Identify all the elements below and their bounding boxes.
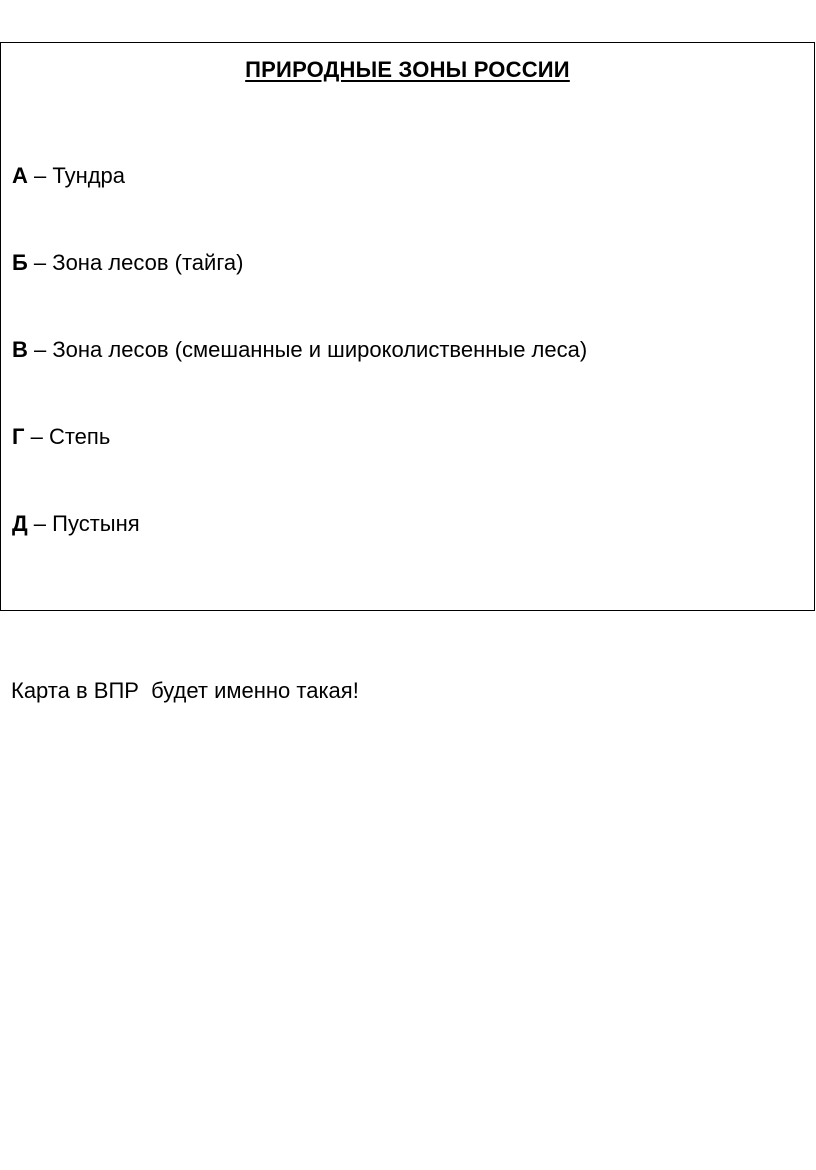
zone-separator: – — [27, 163, 53, 188]
zone-letter: Г — [12, 424, 25, 449]
zone-name: Степь — [48, 424, 111, 449]
zone-name: Пустыня — [52, 511, 140, 536]
zones-list — [12, 161, 587, 596]
zone-separator: – — [27, 250, 53, 275]
zone-letter: В — [12, 337, 28, 362]
zone-name: Зона лесов (тайга) — [52, 250, 244, 275]
zone-name: Тундра — [52, 163, 126, 188]
zone-item-a — [12, 161, 587, 248]
zone-separator: – — [27, 337, 53, 362]
zone-item-d — [12, 509, 587, 596]
zone-letter: Б — [12, 250, 28, 275]
zone-letter: Д — [12, 511, 28, 536]
footer-note: Карта в ВПР будет именно такая! — [11, 678, 359, 703]
zone-separator: – — [27, 511, 53, 536]
zone-letter: А — [12, 163, 28, 188]
zone-item-v — [12, 335, 587, 422]
zone-separator: – — [24, 424, 49, 449]
zone-item-g — [12, 422, 587, 509]
zone-name: Зона лесов (смешанные и широколиственные леса) — [52, 337, 588, 362]
legend-title: ПРИРОДНЫЕ ЗОНЫ РОССИИ — [245, 57, 570, 82]
natural-zones-legend-box — [0, 42, 815, 611]
zone-item-b — [12, 248, 587, 335]
